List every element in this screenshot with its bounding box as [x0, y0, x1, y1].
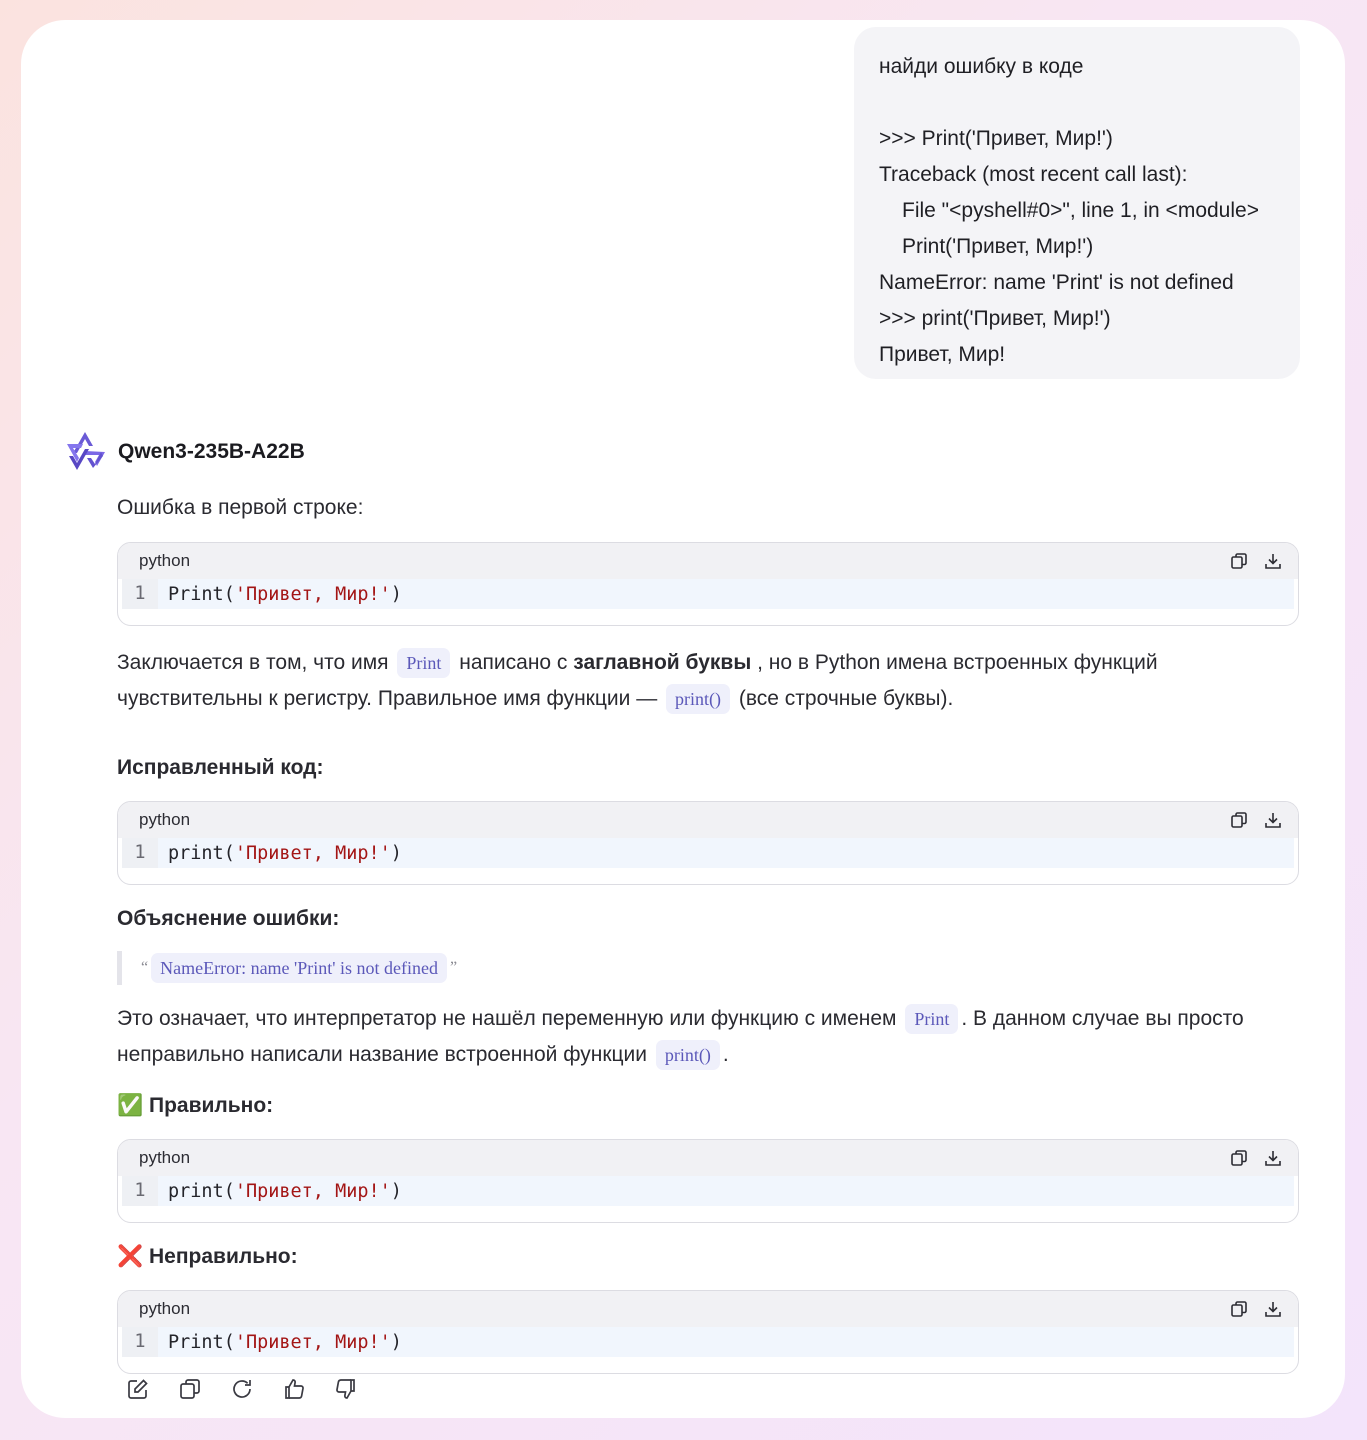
message-actions — [125, 1376, 359, 1402]
heading-correct-label: Правильно: — [149, 1094, 274, 1117]
paragraph-explanation — [117, 645, 1299, 681]
code-block — [117, 1139, 1299, 1223]
qwen-logo-icon — [63, 430, 107, 474]
bold-text: заглавной буквы — [573, 651, 752, 674]
paragraph-meaning-cont — [117, 1037, 1299, 1073]
inline-code: print() — [666, 684, 730, 714]
text: Заключается в том, что имя — [117, 651, 389, 674]
paragraph-meaning — [117, 1001, 1299, 1037]
code-block — [117, 801, 1299, 885]
code-block-header — [118, 543, 1298, 579]
cross-mark-icon: ❌ — [117, 1245, 144, 1268]
user-message-line — [879, 85, 1276, 121]
user-message-line: NameError: name 'Print' is not defined — [879, 271, 1234, 294]
user-message-bubble — [854, 27, 1300, 379]
code-text: Print('Привет, Мир!') — [168, 1331, 402, 1353]
code-language-label: python — [139, 551, 191, 570]
user-message-line: File "<pyshell#0>", line 1, in <module> — [902, 199, 1259, 222]
code-block — [117, 542, 1299, 626]
user-message-line: Привет, Мир! — [879, 343, 1006, 366]
user-message-line: найди ошибку в коде — [879, 55, 1084, 78]
copy-icon[interactable] — [177, 1376, 203, 1402]
code-line — [122, 838, 1294, 868]
heading-explanation: Объяснение ошибки: — [117, 907, 340, 930]
inline-code: Print — [397, 648, 450, 678]
text: . — [722, 1043, 729, 1066]
heading-wrong-label: Неправильно: — [149, 1245, 298, 1268]
heading-fixed-code: Исправленный код: — [117, 756, 324, 779]
code-line — [122, 1176, 1294, 1206]
line-number: 1 — [122, 1176, 158, 1206]
user-message-line: Traceback (most recent call last): — [879, 163, 1188, 186]
text: , но в Python имена встроенных функций — [757, 651, 1158, 674]
download-icon[interactable] — [1262, 1147, 1284, 1169]
inline-code: Print — [905, 1004, 958, 1034]
code-block-header — [118, 1291, 1298, 1327]
code-text: print('Привет, Мир!') — [168, 1180, 402, 1202]
chat-card — [21, 20, 1345, 1418]
copy-icon[interactable] — [1228, 809, 1250, 831]
heading-correct — [117, 1088, 273, 1124]
text: Это означает, что интерпретатор не нашёл переменную или функцию с именем — [117, 1007, 897, 1030]
thumbs-up-icon[interactable] — [281, 1376, 307, 1402]
copy-icon[interactable] — [1228, 1298, 1250, 1320]
code-block — [117, 1290, 1299, 1374]
quote-open-mark: “ — [141, 959, 149, 976]
code-text: Print('Привет, Мир!') — [168, 583, 402, 605]
quote-close-mark: ” — [450, 959, 458, 976]
intro-text: Ошибка в первой строке: — [117, 496, 364, 519]
check-mark-icon: ✅ — [117, 1094, 144, 1117]
download-icon[interactable] — [1262, 809, 1284, 831]
text: (все строчные буквы). — [738, 687, 954, 710]
edit-icon[interactable] — [125, 1376, 151, 1402]
code-block-header — [118, 802, 1298, 838]
code-block-header — [118, 1140, 1298, 1176]
code-line — [122, 579, 1294, 609]
copy-icon[interactable] — [1228, 1147, 1250, 1169]
user-message-line: >>> Print('Привет, Мир!') — [879, 127, 1113, 150]
copy-icon[interactable] — [1228, 550, 1250, 572]
text: чувствительны к регистру. Правильное имя функции — — [117, 687, 658, 710]
line-number: 1 — [122, 838, 158, 868]
paragraph-explanation-cont — [117, 681, 1299, 717]
code-line — [122, 1327, 1294, 1357]
thumbs-down-icon[interactable] — [333, 1376, 359, 1402]
blockquote — [117, 951, 457, 985]
line-number: 1 — [122, 1327, 158, 1357]
code-language-label: python — [139, 1148, 191, 1167]
code-language-label: python — [139, 1299, 191, 1318]
code-text: print('Привет, Мир!') — [168, 842, 402, 864]
blockquote-bar — [117, 951, 122, 985]
inline-code: print() — [656, 1040, 720, 1070]
heading-wrong — [117, 1239, 298, 1275]
inline-code: NameError: name 'Print' is not defined — [151, 953, 447, 983]
line-number: 1 — [122, 579, 158, 609]
download-icon[interactable] — [1262, 1298, 1284, 1320]
text: написано с — [459, 651, 568, 674]
refresh-icon[interactable] — [229, 1376, 255, 1402]
model-name: Qwen3-235B-A22B — [118, 440, 305, 463]
code-language-label: python — [139, 810, 191, 829]
download-icon[interactable] — [1262, 550, 1284, 572]
user-message-line: Print('Привет, Мир!') — [902, 235, 1094, 258]
text: . В данном случае вы просто — [961, 1007, 1244, 1030]
assistant-header — [63, 428, 305, 476]
user-message-line: >>> print('Привет, Мир!') — [879, 307, 1111, 330]
text: неправильно написали название встроенной функции — [117, 1043, 648, 1066]
